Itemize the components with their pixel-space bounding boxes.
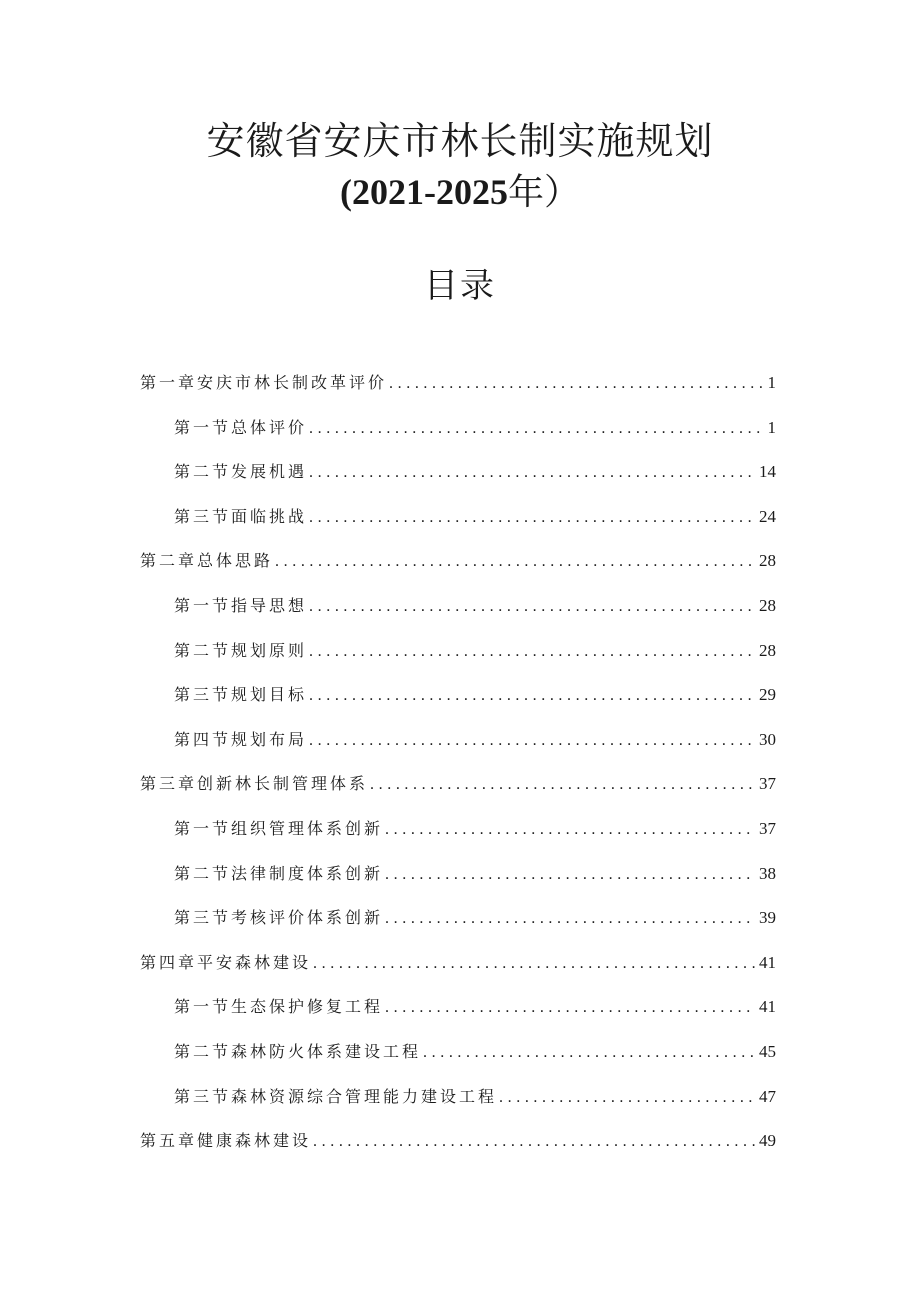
toc-page-number: 1 [767, 417, 776, 437]
toc-section-entry[interactable] [140, 638, 776, 683]
toc-entry-label: 第三节面临挑战 [174, 506, 308, 526]
toc-page-number: 30 [759, 729, 776, 749]
toc-heading: 目录 [424, 266, 496, 306]
toc-dot-leader [309, 420, 763, 438]
toc-entry-label: 第二章总体思路 [140, 551, 274, 571]
toc-entry-label: 第二节发展机遇 [174, 462, 308, 482]
toc-section-entry[interactable] [140, 861, 776, 906]
toc-section-entry[interactable] [140, 504, 776, 549]
toc-dot-leader [275, 553, 755, 571]
toc-dot-leader [309, 598, 755, 616]
toc-page-number: 1 [767, 373, 776, 392]
toc-entry-label: 第四节规划布局 [174, 729, 308, 749]
toc-entry-label: 第三节森林资源综合管理能力建设工程 [174, 1086, 498, 1106]
toc-dot-leader [309, 509, 755, 527]
toc-chapter-entry[interactable] [140, 1128, 776, 1173]
toc-page-number: 47 [759, 1086, 776, 1106]
toc-entry-label: 第一节组织管理体系创新 [174, 818, 384, 838]
toc-dot-leader [385, 999, 755, 1017]
toc-dot-leader [423, 1044, 755, 1062]
toc-dot-leader [309, 687, 755, 705]
toc-page-number: 24 [759, 506, 776, 526]
toc-section-entry[interactable] [140, 415, 776, 460]
toc-dot-leader [385, 910, 755, 928]
toc-entry-label: 第二节法律制度体系创新 [174, 863, 384, 883]
toc-page-number: 37 [759, 774, 776, 794]
toc-page-number: 41 [759, 997, 776, 1017]
toc-page-number: 37 [759, 818, 776, 838]
toc-section-entry[interactable] [140, 994, 776, 1039]
document-title: 安徽省安庆市林长制实施规划 [206, 119, 714, 163]
toc-page-number: 39 [759, 908, 776, 928]
toc-dot-leader [313, 1133, 755, 1151]
subtitle-suffix: 年） [507, 172, 580, 213]
toc-page-number: 28 [759, 595, 776, 615]
toc-dot-leader [389, 375, 763, 393]
toc-chapter-entry[interactable] [140, 771, 776, 816]
toc-dot-leader [309, 464, 755, 482]
toc-dot-leader [385, 821, 755, 839]
toc-section-entry[interactable] [140, 682, 776, 727]
toc-entry-label: 第五章健康森林建设 [140, 1131, 312, 1151]
toc-entry-label: 第三节规划目标 [174, 685, 308, 705]
toc-entry-label: 第一节指导思想 [174, 595, 308, 615]
toc-page-number: 14 [759, 462, 776, 482]
document-subtitle [0, 168, 920, 217]
toc-section-entry[interactable] [140, 1039, 776, 1084]
toc-page-number: 29 [759, 685, 776, 705]
toc-page-number: 49 [759, 1131, 776, 1151]
toc-entry-label: 第一节生态保护修复工程 [174, 997, 384, 1017]
toc-chapter-entry[interactable] [140, 548, 776, 593]
toc-entry-label: 第三节考核评价体系创新 [174, 908, 384, 928]
toc-page-number: 41 [759, 952, 776, 972]
toc-dot-leader [313, 955, 755, 973]
toc-entry-label: 第二节规划原则 [174, 640, 308, 660]
toc-section-entry[interactable] [140, 816, 776, 861]
toc-dot-leader [370, 776, 755, 794]
toc-section-entry[interactable] [140, 459, 776, 504]
toc-page-number: 28 [759, 551, 776, 571]
toc-page-number: 45 [759, 1041, 776, 1061]
toc-entry-label: 第三章创新林长制管理体系 [140, 774, 369, 794]
toc-section-entry[interactable] [140, 727, 776, 772]
toc-dot-leader [309, 643, 755, 661]
toc-section-entry[interactable] [140, 1084, 776, 1129]
subtitle-years: (2021-2025 [340, 172, 508, 212]
toc-dot-leader [385, 866, 755, 884]
table-of-contents [140, 370, 776, 1173]
toc-entry-label: 第四章平安森林建设 [140, 952, 312, 972]
toc-page-number: 38 [759, 863, 776, 883]
toc-section-entry[interactable] [140, 905, 776, 950]
toc-chapter-entry[interactable] [140, 370, 776, 415]
toc-dot-leader [499, 1089, 755, 1107]
toc-entry-label: 第一章安庆市林长制改革评价 [140, 373, 388, 392]
toc-section-entry[interactable] [140, 593, 776, 638]
toc-chapter-entry[interactable] [140, 950, 776, 995]
toc-page-number: 28 [759, 640, 776, 660]
toc-entry-label: 第二节森林防火体系建设工程 [174, 1041, 422, 1061]
toc-dot-leader [309, 732, 755, 750]
toc-entry-label: 第一节总体评价 [174, 417, 308, 437]
